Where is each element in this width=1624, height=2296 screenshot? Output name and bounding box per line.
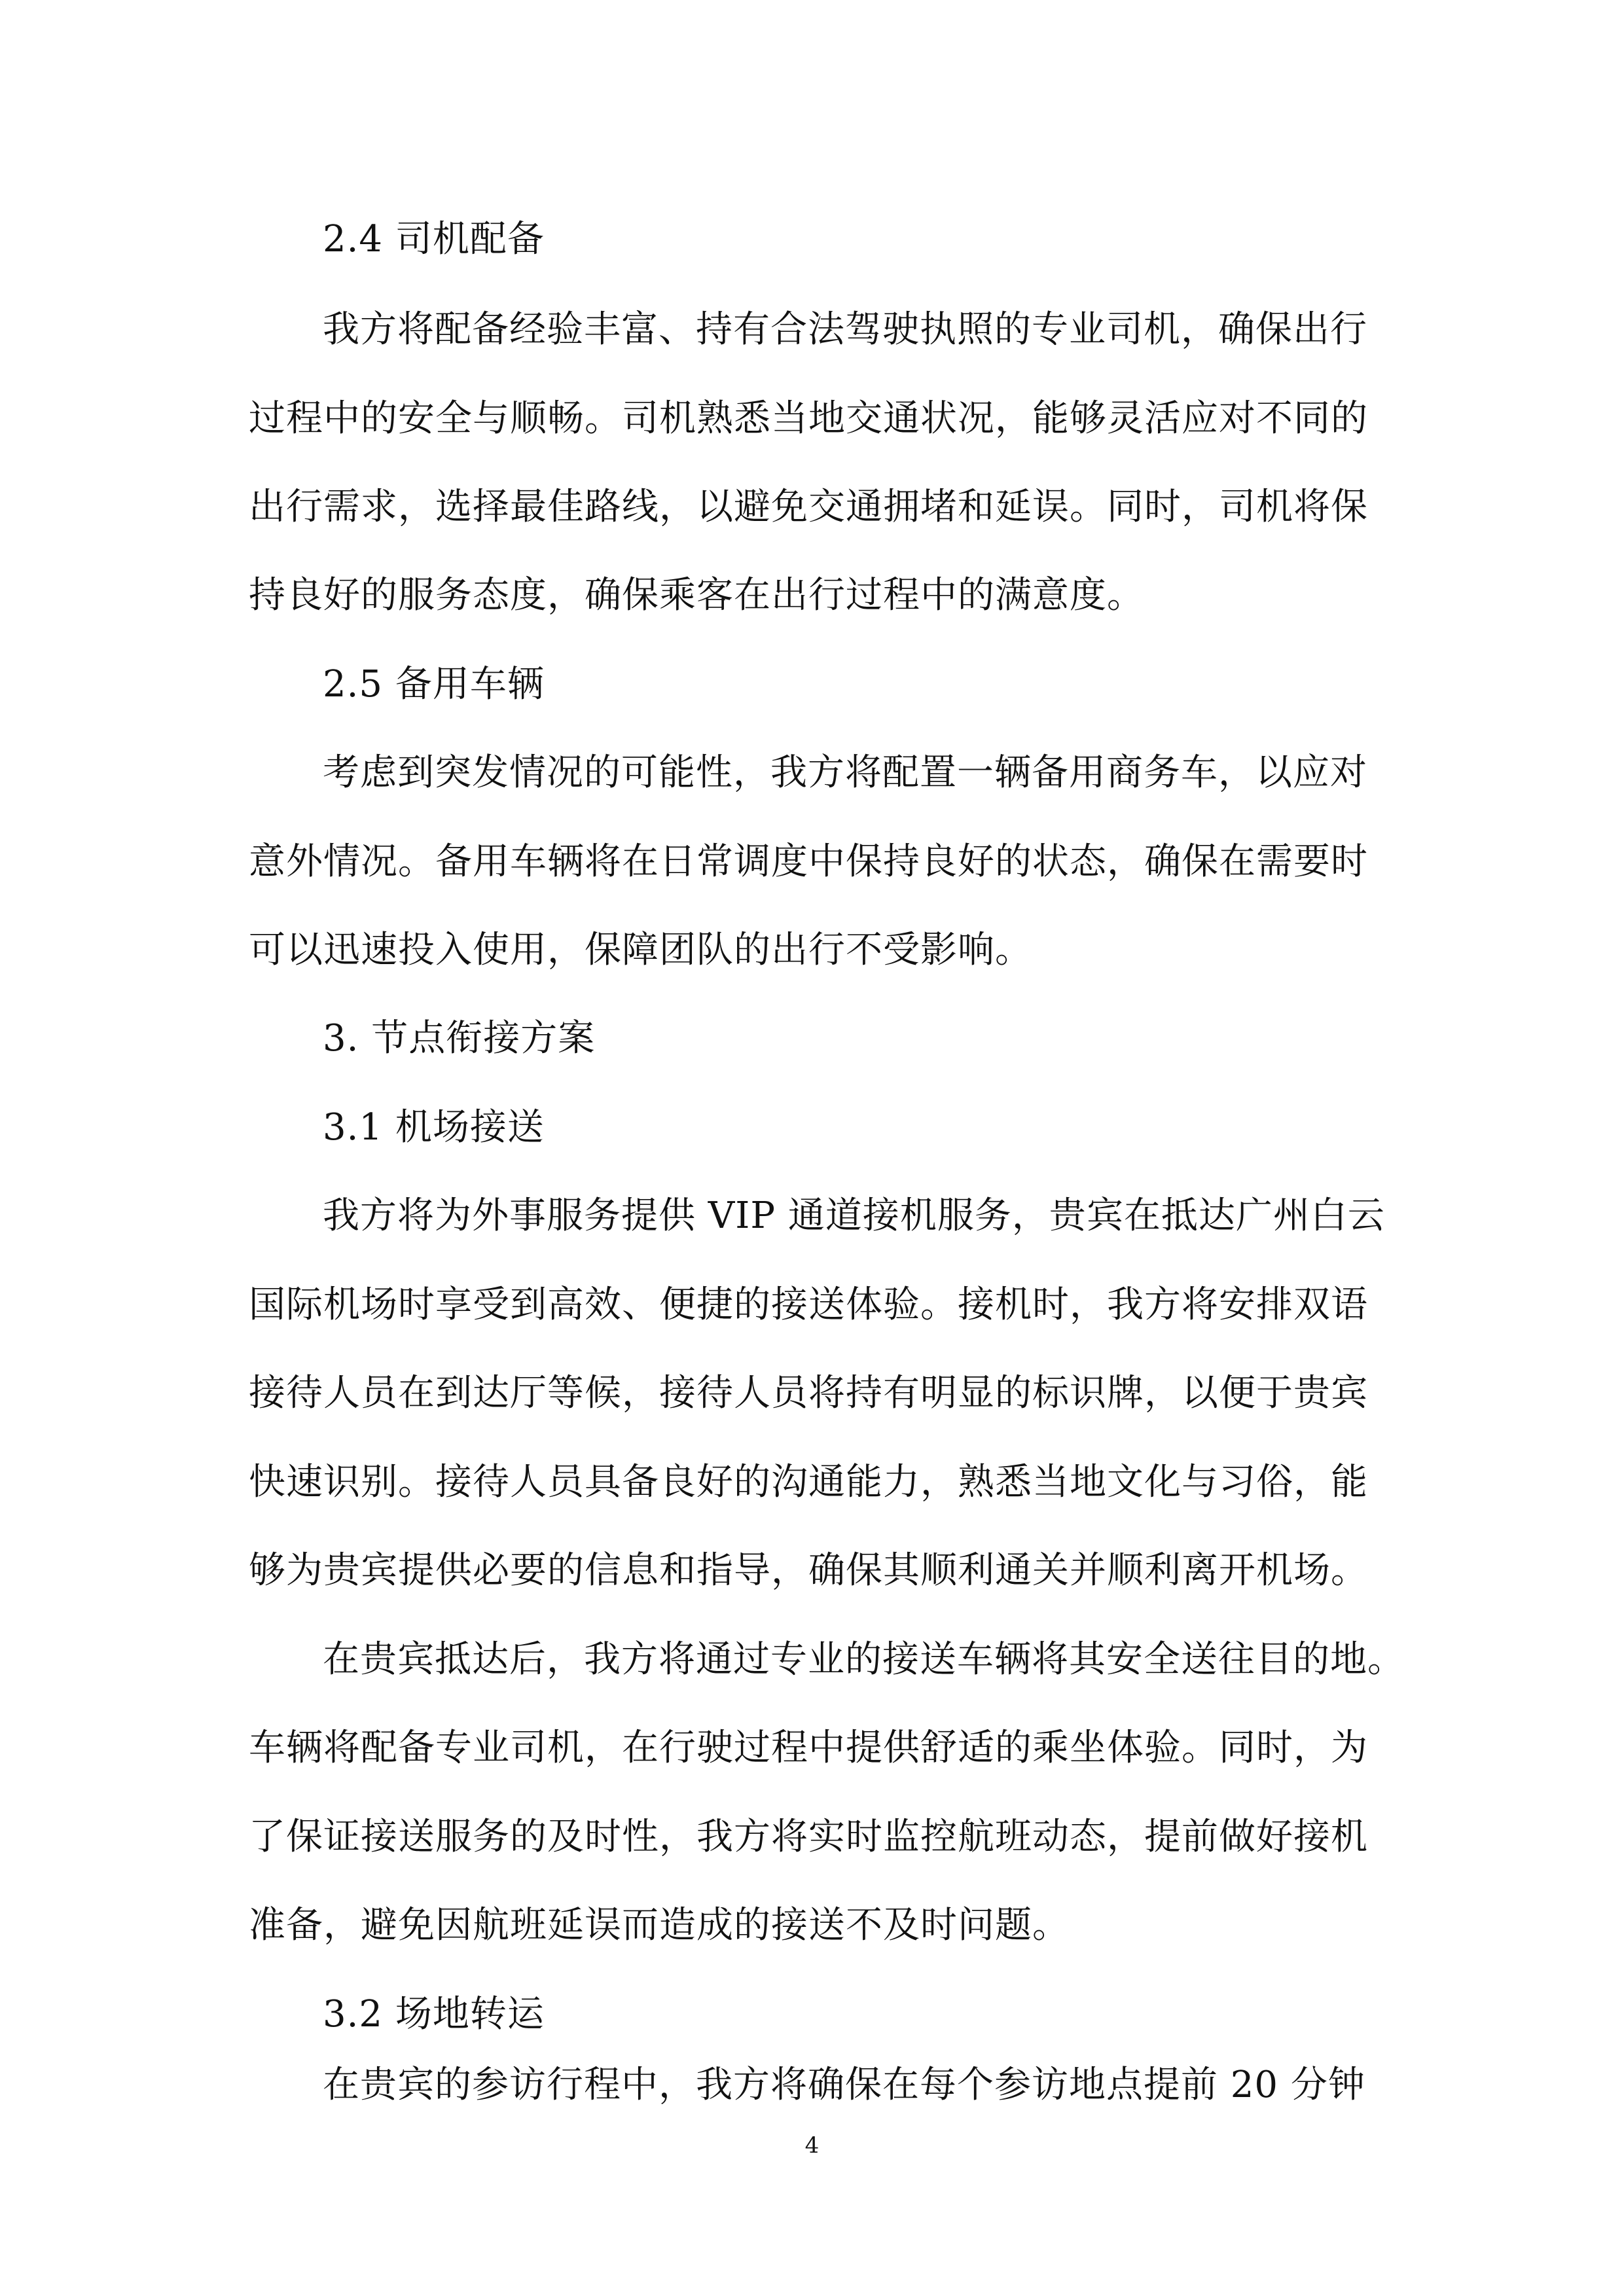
heading-3-1: 3.1 机场接送 [323,1106,545,1149]
paragraph-line: 接待人员在到达厅等候，接待人员将持有明显的标识牌，以便于贵宾 [249,1372,1368,1414]
paragraph-line: 够为贵宾提供必要的信息和指导，确保其顺利通关并顺利离开机场。 [249,1549,1368,1592]
paragraph-line: 考虑到突发情况的可能性，我方将配置一辆备用商务车，以应对 [323,751,1367,794]
paragraph-line: 车辆将配备专业司机，在行驶过程中提供舒适的乘坐体验。同时，为 [249,1727,1368,1769]
heading-3: 3. 节点衔接方案 [323,1017,596,1060]
paragraph-line: 过程中的安全与顺畅。司机熟悉当地交通状况，能够灵活应对不同的 [249,397,1368,440]
paragraph-line: 准备，避免因航班延误而造成的接送不及时问题。 [249,1904,1070,1946]
paragraph-line: 国际机场时享受到高效、便捷的接送体验。接机时，我方将安排双语 [249,1283,1368,1326]
paragraph-line: 了保证接送服务的及时性，我方将实时监控航班动态，提前做好接机 [249,1816,1368,1858]
paragraph-line: 快速识别。接待人员具备良好的沟通能力，熟悉当地文化与习俗，能 [249,1461,1368,1503]
paragraph-line: 我方将为外事服务提供 VIP 通道接机服务，贵宾在抵达广州白云 [323,1194,1385,1237]
page-number: 4 [804,2132,820,2159]
paragraph-line: 可以迅速投入使用，保障团队的出行不受影响。 [249,929,1032,971]
paragraph-line: 持良好的服务态度，确保乘客在出行过程中的满意度。 [249,574,1144,617]
paragraph-line: 我方将配备经验丰富、持有合法驾驶执照的专业司机，确保出行 [323,308,1367,351]
paragraph-line: 意外情况。备用车辆将在日常调度中保持良好的状态，确保在需要时 [249,840,1368,883]
paragraph-line: 在贵宾抵达后，我方将通过专业的接送车辆将其安全送往目的地。 [323,1638,1405,1681]
paragraph-line: 在贵宾的参访行程中，我方将确保在每个参访地点提前 20 分钟 [323,2064,1365,2106]
heading-2-5: 2.5 备用车辆 [323,663,545,706]
heading-3-2: 3.2 场地转运 [323,1993,545,2036]
paragraph-line: 出行需求，选择最佳路线，以避免交通拥堵和延误。同时，司机将保 [249,486,1368,528]
heading-2-4: 2.4 司机配备 [323,218,545,260]
